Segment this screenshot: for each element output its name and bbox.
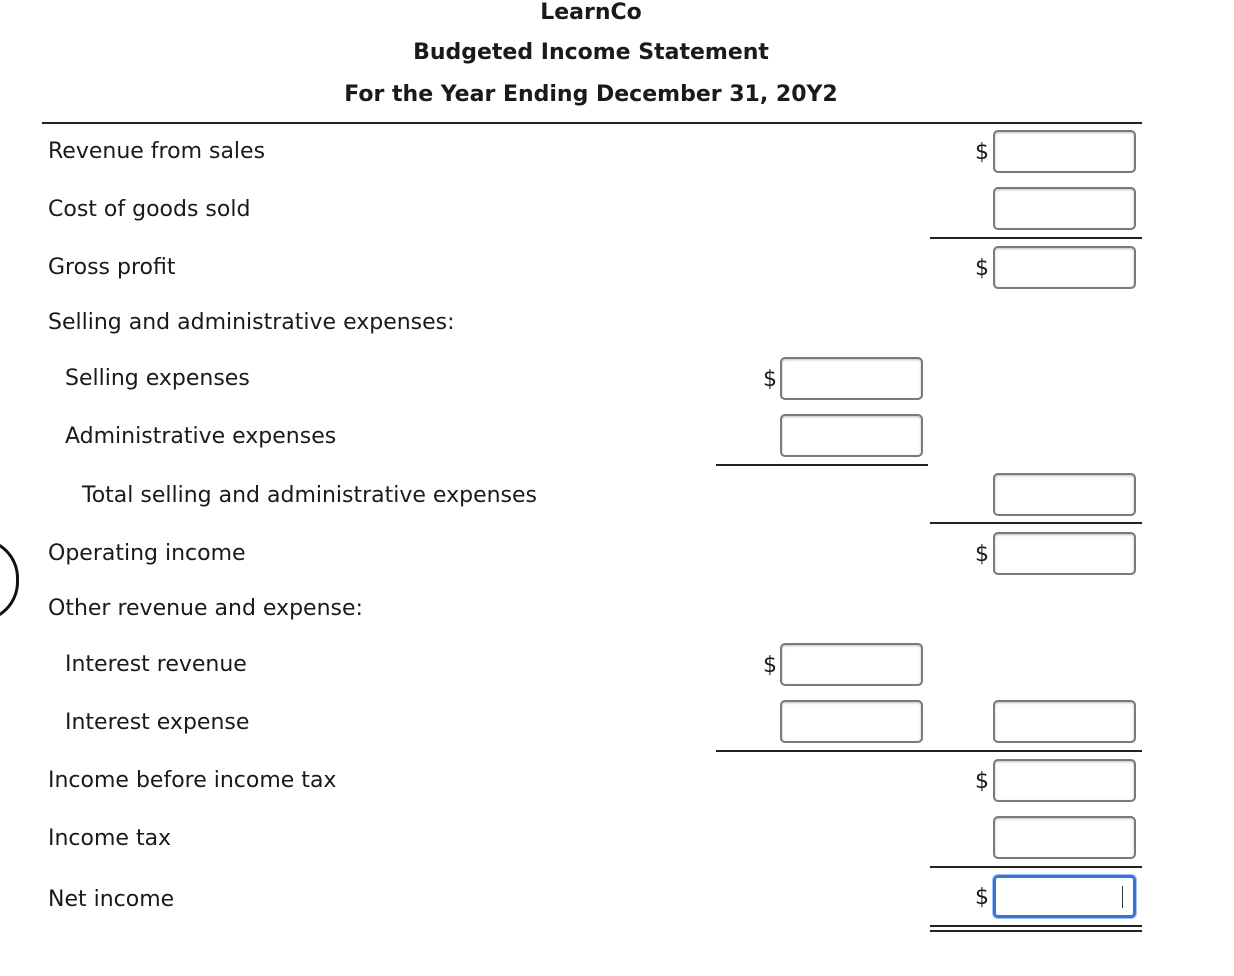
row-label-cogs: Cost of goods sold <box>48 197 251 222</box>
selling-expenses-input[interactable] <box>780 357 923 400</box>
subtotal-rule <box>930 237 1142 239</box>
row-label-selling: Selling expenses <box>65 366 250 391</box>
dollar-sign: $ <box>763 367 777 392</box>
row-label-other-heading: Other revenue and expense: <box>48 596 363 621</box>
gross-profit-input[interactable] <box>993 246 1136 289</box>
net-income-input[interactable] <box>993 875 1136 918</box>
cogs-input[interactable] <box>993 187 1136 230</box>
income-before-tax-input[interactable] <box>993 759 1136 802</box>
row-label-revenue: Revenue from sales <box>48 139 266 164</box>
row-label-sga-heading: Selling and administrative expenses: <box>48 310 455 335</box>
row-label-admin: Administrative expenses <box>65 424 337 449</box>
admin-expenses-input[interactable] <box>780 414 923 457</box>
interest-expense-input[interactable] <box>780 700 923 743</box>
statement-period: For the Year Ending December 31, 20Y2 <box>344 82 838 107</box>
dollar-sign: $ <box>975 542 989 567</box>
row-label-income-before-tax: Income before income tax <box>48 768 337 793</box>
subtotal-rule <box>930 866 1142 868</box>
dollar-sign: $ <box>975 769 989 794</box>
company-name: LearnCo <box>540 0 642 25</box>
side-bracket-mark <box>0 538 19 622</box>
row-label-interest-revenue: Interest revenue <box>65 652 247 677</box>
row-label-gross-profit: Gross profit <box>48 255 176 280</box>
double-total-rule <box>930 925 1142 932</box>
subtotal-rule <box>716 464 928 466</box>
dollar-sign: $ <box>975 140 989 165</box>
subtotal-rule <box>930 522 1142 524</box>
header-rule <box>42 122 1142 124</box>
income-tax-input[interactable] <box>993 816 1136 859</box>
dollar-sign: $ <box>975 885 989 910</box>
row-label-total-sga: Total selling and administrative expenses <box>82 483 538 508</box>
row-label-income-tax: Income tax <box>48 826 172 851</box>
row-label-operating-income: Operating income <box>48 541 246 566</box>
dollar-sign: $ <box>763 653 777 678</box>
other-net-input[interactable] <box>993 700 1136 743</box>
row-label-interest-expense: Interest expense <box>65 710 250 735</box>
statement-title: Budgeted Income Statement <box>413 40 769 65</box>
subtotal-rule <box>716 750 1142 752</box>
dollar-sign: $ <box>975 256 989 281</box>
revenue-input[interactable] <box>993 130 1136 173</box>
operating-income-input[interactable] <box>993 532 1136 575</box>
row-label-net-income: Net income <box>48 887 175 912</box>
total-sga-input[interactable] <box>993 473 1136 516</box>
interest-revenue-input[interactable] <box>780 643 923 686</box>
